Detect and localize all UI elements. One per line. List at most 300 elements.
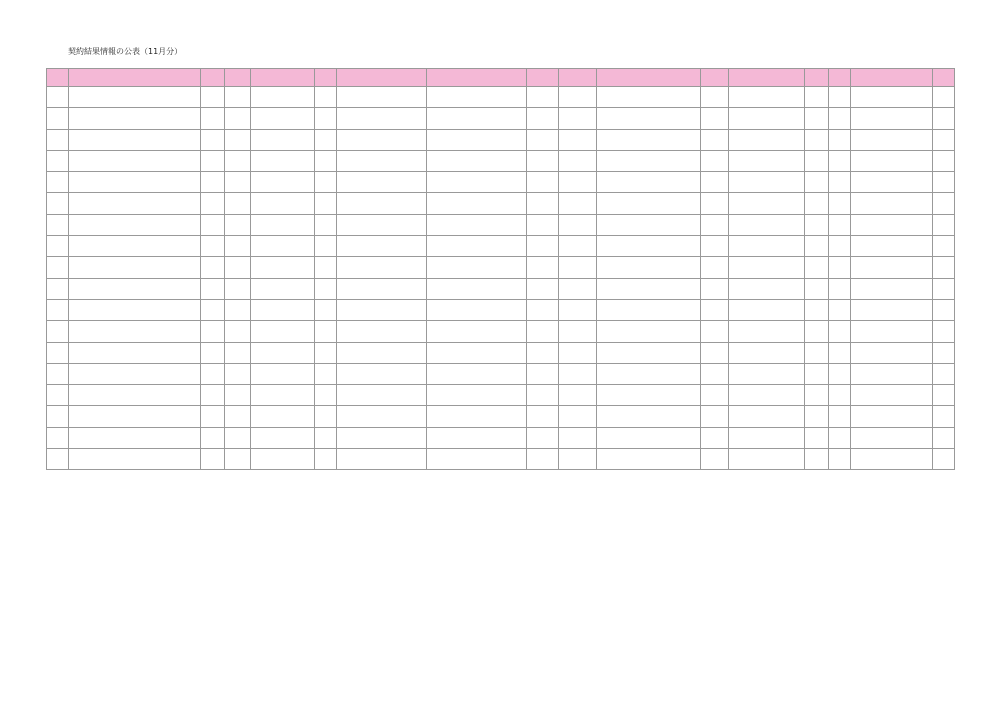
- table-cell: [201, 385, 225, 406]
- table-cell: [427, 214, 527, 235]
- table-cell: [337, 193, 427, 214]
- table-row: [47, 257, 955, 278]
- table-row: [47, 406, 955, 427]
- table-cell: [251, 427, 315, 448]
- table-cell: [851, 214, 933, 235]
- table-cell: [933, 129, 955, 150]
- table-cell: [427, 236, 527, 257]
- table-cell: [527, 108, 559, 129]
- table-row: [47, 87, 955, 108]
- table-cell: [933, 150, 955, 171]
- table-cell: [225, 214, 251, 235]
- table-cell: [597, 87, 701, 108]
- table-cell: [729, 278, 805, 299]
- table-cell: [805, 87, 829, 108]
- table-cell: [933, 449, 955, 470]
- table-cell: [597, 449, 701, 470]
- table-cell: [69, 449, 201, 470]
- table-cell: [201, 150, 225, 171]
- table-cell: [851, 172, 933, 193]
- table-cell: [47, 427, 69, 448]
- table-cell: [225, 108, 251, 129]
- table-cell: [315, 150, 337, 171]
- table-cell: [251, 236, 315, 257]
- table-cell: [69, 172, 201, 193]
- table-cell: [559, 342, 597, 363]
- table-cell: [527, 385, 559, 406]
- table-cell: [829, 321, 851, 342]
- table-cell: [337, 427, 427, 448]
- column-header: [805, 69, 829, 87]
- table-cell: [597, 129, 701, 150]
- table-cell: [69, 427, 201, 448]
- table-cell: [337, 150, 427, 171]
- table-cell: [701, 236, 729, 257]
- table-cell: [597, 385, 701, 406]
- table-cell: [851, 342, 933, 363]
- table-cell: [69, 150, 201, 171]
- table-cell: [315, 299, 337, 320]
- table-cell: [225, 193, 251, 214]
- table-cell: [47, 406, 69, 427]
- column-header: [701, 69, 729, 87]
- table-cell: [201, 172, 225, 193]
- table-cell: [47, 385, 69, 406]
- table-cell: [597, 363, 701, 384]
- table-cell: [225, 257, 251, 278]
- table-cell: [337, 321, 427, 342]
- table-cell: [201, 257, 225, 278]
- table-cell: [805, 278, 829, 299]
- table-cell: [251, 108, 315, 129]
- table-cell: [805, 172, 829, 193]
- table-cell: [805, 236, 829, 257]
- table-cell: [47, 129, 69, 150]
- table-cell: [251, 172, 315, 193]
- table-cell: [527, 87, 559, 108]
- table-cell: [201, 214, 225, 235]
- table-cell: [201, 449, 225, 470]
- table-cell: [527, 257, 559, 278]
- table-cell: [559, 129, 597, 150]
- table-cell: [427, 278, 527, 299]
- table-cell: [829, 214, 851, 235]
- table-cell: [933, 214, 955, 235]
- table-cell: [729, 363, 805, 384]
- table-cell: [315, 257, 337, 278]
- table-row: [47, 108, 955, 129]
- table-cell: [527, 278, 559, 299]
- table-cell: [225, 449, 251, 470]
- table-cell: [597, 193, 701, 214]
- table-cell: [933, 406, 955, 427]
- table-cell: [851, 299, 933, 320]
- table-cell: [337, 172, 427, 193]
- table-cell: [69, 193, 201, 214]
- table-cell: [47, 172, 69, 193]
- table-row: [47, 427, 955, 448]
- table-cell: [559, 236, 597, 257]
- table-cell: [47, 342, 69, 363]
- table-cell: [527, 299, 559, 320]
- table-cell: [829, 129, 851, 150]
- table-cell: [829, 236, 851, 257]
- table-cell: [201, 278, 225, 299]
- table-cell: [251, 214, 315, 235]
- table-cell: [251, 257, 315, 278]
- table-cell: [427, 342, 527, 363]
- table-cell: [201, 236, 225, 257]
- table-cell: [805, 129, 829, 150]
- column-header: [729, 69, 805, 87]
- table-cell: [805, 299, 829, 320]
- table-cell: [701, 427, 729, 448]
- table-cell: [701, 172, 729, 193]
- table-cell: [933, 363, 955, 384]
- table-row: [47, 363, 955, 384]
- table-cell: [729, 427, 805, 448]
- table-cell: [729, 257, 805, 278]
- table-cell: [729, 321, 805, 342]
- table-cell: [427, 427, 527, 448]
- table-cell: [337, 385, 427, 406]
- table-cell: [597, 236, 701, 257]
- table-cell: [527, 193, 559, 214]
- table-cell: [251, 87, 315, 108]
- table-row: [47, 150, 955, 171]
- table-cell: [597, 214, 701, 235]
- table-cell: [805, 427, 829, 448]
- table-cell: [225, 427, 251, 448]
- table-cell: [47, 321, 69, 342]
- table-cell: [201, 363, 225, 384]
- table-cell: [427, 257, 527, 278]
- table-cell: [47, 299, 69, 320]
- table-cell: [701, 321, 729, 342]
- table-cell: [805, 342, 829, 363]
- table-cell: [225, 363, 251, 384]
- table-cell: [47, 236, 69, 257]
- table-cell: [729, 214, 805, 235]
- table-cell: [597, 299, 701, 320]
- table-cell: [527, 363, 559, 384]
- table-cell: [225, 87, 251, 108]
- table-cell: [559, 406, 597, 427]
- table-cell: [69, 257, 201, 278]
- table-cell: [225, 172, 251, 193]
- table-cell: [559, 87, 597, 108]
- table-cell: [729, 342, 805, 363]
- column-header: [337, 69, 427, 87]
- table-cell: [701, 449, 729, 470]
- table-cell: [251, 129, 315, 150]
- table-row: [47, 385, 955, 406]
- table-cell: [729, 193, 805, 214]
- table-cell: [315, 427, 337, 448]
- table-cell: [527, 406, 559, 427]
- table-cell: [559, 108, 597, 129]
- column-header: [427, 69, 527, 87]
- table-cell: [427, 449, 527, 470]
- table-cell: [337, 449, 427, 470]
- column-header: [829, 69, 851, 87]
- table-cell: [829, 363, 851, 384]
- table-cell: [251, 449, 315, 470]
- table-cell: [251, 150, 315, 171]
- table-cell: [427, 87, 527, 108]
- table-cell: [559, 321, 597, 342]
- column-header: [851, 69, 933, 87]
- table-cell: [69, 278, 201, 299]
- table-cell: [851, 257, 933, 278]
- table-cell: [701, 363, 729, 384]
- table-cell: [701, 87, 729, 108]
- table-cell: [427, 299, 527, 320]
- table-cell: [805, 257, 829, 278]
- table-cell: [69, 406, 201, 427]
- table-cell: [527, 321, 559, 342]
- table-cell: [225, 406, 251, 427]
- page-title: 契約結果情報の公表（11月分）: [68, 47, 183, 56]
- table-cell: [805, 150, 829, 171]
- table-cell: [527, 342, 559, 363]
- table-cell: [527, 172, 559, 193]
- table-cell: [69, 321, 201, 342]
- table-cell: [315, 363, 337, 384]
- table-cell: [701, 150, 729, 171]
- table-cell: [805, 385, 829, 406]
- table-cell: [701, 108, 729, 129]
- table-cell: [701, 193, 729, 214]
- table-cell: [225, 278, 251, 299]
- table-cell: [225, 129, 251, 150]
- column-header: [69, 69, 201, 87]
- table-cell: [251, 193, 315, 214]
- table-cell: [251, 278, 315, 299]
- table-cell: [829, 342, 851, 363]
- table-cell: [251, 363, 315, 384]
- table-cell: [597, 257, 701, 278]
- table-cell: [47, 108, 69, 129]
- table-cell: [729, 449, 805, 470]
- table-cell: [933, 321, 955, 342]
- table-cell: [69, 385, 201, 406]
- table-cell: [559, 385, 597, 406]
- table-cell: [933, 172, 955, 193]
- table-cell: [527, 236, 559, 257]
- table-header-row: [47, 69, 955, 87]
- table-cell: [851, 129, 933, 150]
- table-cell: [251, 299, 315, 320]
- table-cell: [427, 150, 527, 171]
- table-cell: [701, 299, 729, 320]
- table-row: [47, 278, 955, 299]
- table-cell: [315, 87, 337, 108]
- column-header: [251, 69, 315, 87]
- column-header: [559, 69, 597, 87]
- table-cell: [315, 449, 337, 470]
- table-cell: [933, 257, 955, 278]
- table-cell: [337, 87, 427, 108]
- table-cell: [251, 342, 315, 363]
- table-cell: [315, 214, 337, 235]
- table-cell: [337, 236, 427, 257]
- table-cell: [225, 150, 251, 171]
- table-row: [47, 299, 955, 320]
- table-cell: [805, 108, 829, 129]
- table-cell: [597, 342, 701, 363]
- table-cell: [225, 299, 251, 320]
- table-cell: [337, 129, 427, 150]
- table-cell: [829, 406, 851, 427]
- table-cell: [805, 193, 829, 214]
- table-cell: [225, 342, 251, 363]
- table-cell: [47, 363, 69, 384]
- table-cell: [69, 363, 201, 384]
- table-cell: [829, 193, 851, 214]
- table-cell: [201, 299, 225, 320]
- table-cell: [559, 193, 597, 214]
- table-cell: [701, 257, 729, 278]
- table-cell: [933, 385, 955, 406]
- table-cell: [597, 278, 701, 299]
- column-header: [527, 69, 559, 87]
- table-cell: [729, 299, 805, 320]
- table-cell: [805, 363, 829, 384]
- table-cell: [559, 299, 597, 320]
- table-cell: [69, 87, 201, 108]
- table-cell: [315, 236, 337, 257]
- table-cell: [851, 385, 933, 406]
- table-cell: [597, 150, 701, 171]
- table-cell: [315, 278, 337, 299]
- table-cell: [933, 193, 955, 214]
- table-row: [47, 129, 955, 150]
- table-cell: [315, 129, 337, 150]
- table-cell: [427, 172, 527, 193]
- table-cell: [225, 321, 251, 342]
- table-cell: [201, 129, 225, 150]
- table-cell: [337, 406, 427, 427]
- table-cell: [851, 108, 933, 129]
- table-cell: [729, 87, 805, 108]
- column-header: [933, 69, 955, 87]
- table-cell: [729, 129, 805, 150]
- table-cell: [427, 406, 527, 427]
- table-cell: [805, 449, 829, 470]
- table-cell: [701, 129, 729, 150]
- table-cell: [559, 150, 597, 171]
- table-cell: [559, 427, 597, 448]
- table-cell: [251, 385, 315, 406]
- table-cell: [729, 406, 805, 427]
- table-cell: [201, 87, 225, 108]
- table-cell: [701, 385, 729, 406]
- table-cell: [527, 214, 559, 235]
- table-cell: [933, 236, 955, 257]
- table-row: [47, 236, 955, 257]
- table-cell: [933, 299, 955, 320]
- table-cell: [729, 236, 805, 257]
- table-cell: [201, 342, 225, 363]
- table-cell: [851, 406, 933, 427]
- table-cell: [69, 108, 201, 129]
- table-cell: [315, 321, 337, 342]
- column-header: [201, 69, 225, 87]
- table-cell: [427, 108, 527, 129]
- table-cell: [829, 449, 851, 470]
- table-cell: [851, 363, 933, 384]
- column-header: [315, 69, 337, 87]
- table-cell: [933, 278, 955, 299]
- table-cell: [729, 385, 805, 406]
- table-cell: [201, 193, 225, 214]
- table-cell: [315, 193, 337, 214]
- table-cell: [337, 342, 427, 363]
- table-cell: [597, 427, 701, 448]
- table-cell: [201, 108, 225, 129]
- table-cell: [701, 214, 729, 235]
- table-cell: [527, 129, 559, 150]
- table-cell: [559, 257, 597, 278]
- table-cell: [69, 299, 201, 320]
- table-cell: [251, 321, 315, 342]
- table-cell: [729, 172, 805, 193]
- table-cell: [251, 406, 315, 427]
- table-cell: [851, 278, 933, 299]
- table-cell: [69, 342, 201, 363]
- table-cell: [805, 214, 829, 235]
- table-cell: [851, 449, 933, 470]
- table-cell: [69, 214, 201, 235]
- table-cell: [933, 108, 955, 129]
- table-cell: [315, 172, 337, 193]
- table-cell: [201, 321, 225, 342]
- table-cell: [829, 150, 851, 171]
- table-cell: [337, 108, 427, 129]
- table-cell: [559, 214, 597, 235]
- table-cell: [851, 236, 933, 257]
- table-body: [47, 87, 955, 470]
- table-cell: [337, 278, 427, 299]
- table-cell: [225, 236, 251, 257]
- table-cell: [829, 257, 851, 278]
- table-cell: [829, 278, 851, 299]
- table-cell: [851, 87, 933, 108]
- table-cell: [829, 427, 851, 448]
- table-cell: [851, 321, 933, 342]
- table-row: [47, 342, 955, 363]
- table-cell: [427, 363, 527, 384]
- table-cell: [47, 193, 69, 214]
- table-cell: [805, 321, 829, 342]
- table-cell: [315, 342, 337, 363]
- table-cell: [201, 427, 225, 448]
- table-cell: [829, 87, 851, 108]
- table-row: [47, 321, 955, 342]
- table-cell: [225, 385, 251, 406]
- column-header: [597, 69, 701, 87]
- table-row: [47, 193, 955, 214]
- table-cell: [427, 129, 527, 150]
- table-cell: [527, 449, 559, 470]
- table-cell: [851, 427, 933, 448]
- table-cell: [851, 150, 933, 171]
- table-cell: [559, 278, 597, 299]
- table-cell: [559, 363, 597, 384]
- table-cell: [47, 87, 69, 108]
- table-cell: [47, 449, 69, 470]
